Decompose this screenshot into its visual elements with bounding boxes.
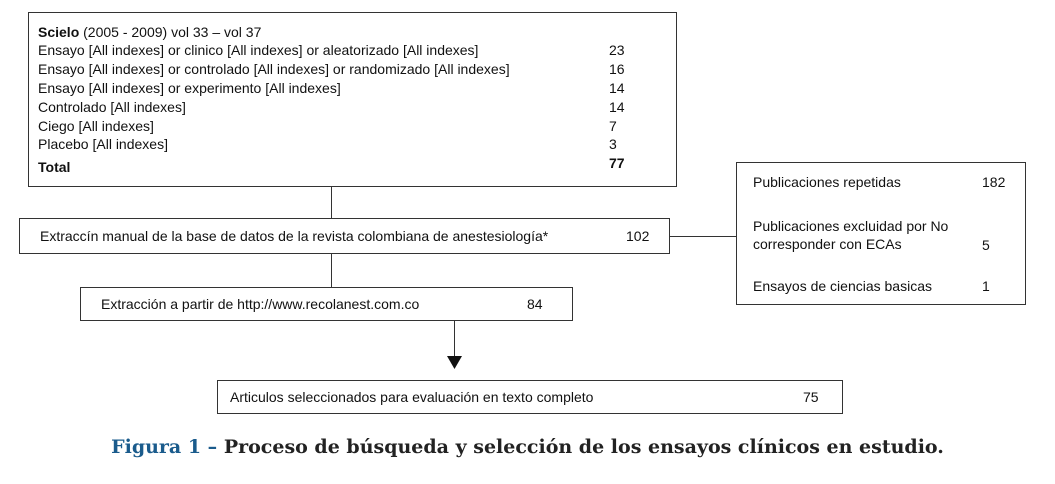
exclusion-label: Publicaciones excluidad por No <box>753 218 949 234</box>
web-extraction-label: Extracción a partir de http://www.recolanest.com.co <box>101 296 420 312</box>
scielo-row-value: 7 <box>609 118 617 134</box>
connector-manual-to-web <box>331 253 332 288</box>
selected-articles-box <box>217 380 843 414</box>
connector-scielo-to-manual <box>331 186 332 219</box>
exclusion-label: Publicaciones repetidas <box>753 174 901 190</box>
scielo-row-label: Controlado [All indexes] <box>38 99 186 115</box>
exclusion-label: Ensayos de ciencias basicas <box>753 278 932 294</box>
scielo-row-label: Placebo [All indexes] <box>38 136 168 152</box>
exclusion-label-continued: corresponder con ECAs <box>753 236 902 252</box>
scielo-header-rest: (2005 - 2009) vol 33 – vol 37 <box>83 24 262 40</box>
figure-caption <box>0 436 1055 458</box>
arrow-down-icon <box>447 356 462 370</box>
exclusion-value: 182 <box>982 174 1006 190</box>
scielo-row-label: Ciego [All indexes] <box>38 118 154 134</box>
exclusions-box <box>736 162 1026 305</box>
figure-caption-label: Figura 1 – <box>111 436 218 458</box>
exclusion-value: 5 <box>982 237 990 253</box>
manual-extraction-box <box>19 218 670 254</box>
scielo-header <box>38 23 261 41</box>
scielo-total-label: Total <box>38 159 71 175</box>
connector-manual-to-exclusions <box>669 236 737 237</box>
scielo-row-value: 14 <box>609 80 625 96</box>
scielo-row-value: 16 <box>609 61 625 77</box>
web-extraction-box <box>80 287 573 321</box>
scielo-row-label: Ensayo [All indexes] or experimento [All indexes] <box>38 80 341 96</box>
scielo-row-value: 23 <box>609 42 625 58</box>
scielo-row-label: Ensayo [All indexes] or clinico [All indexes] or aleatorizado [All indexes] <box>38 42 479 58</box>
connector-web-to-selected <box>454 320 455 358</box>
selected-articles-value: 75 <box>803 389 819 405</box>
scielo-row-value: 3 <box>609 136 617 152</box>
scielo-row-label: Ensayo [All indexes] or controlado [All indexes] or randomizado [All indexes] <box>38 61 510 77</box>
manual-extraction-value: 102 <box>626 228 650 244</box>
manual-extraction-label: Extraccín manual de la base de datos de la revista colombiana de anestesiología* <box>40 228 549 244</box>
scielo-total-value: 77 <box>609 155 625 171</box>
figure-caption-title: Proceso de búsqueda y selección de los ensayos clínicos en estudio. <box>223 436 944 458</box>
scielo-row-value: 14 <box>609 99 625 115</box>
web-extraction-value: 84 <box>527 296 543 312</box>
selected-articles-label: Articulos seleccionados para evaluación en texto completo <box>230 389 594 405</box>
scielo-header-bold: Scielo <box>38 24 80 40</box>
exclusion-value: 1 <box>982 278 990 294</box>
scielo-search-box <box>28 12 677 187</box>
